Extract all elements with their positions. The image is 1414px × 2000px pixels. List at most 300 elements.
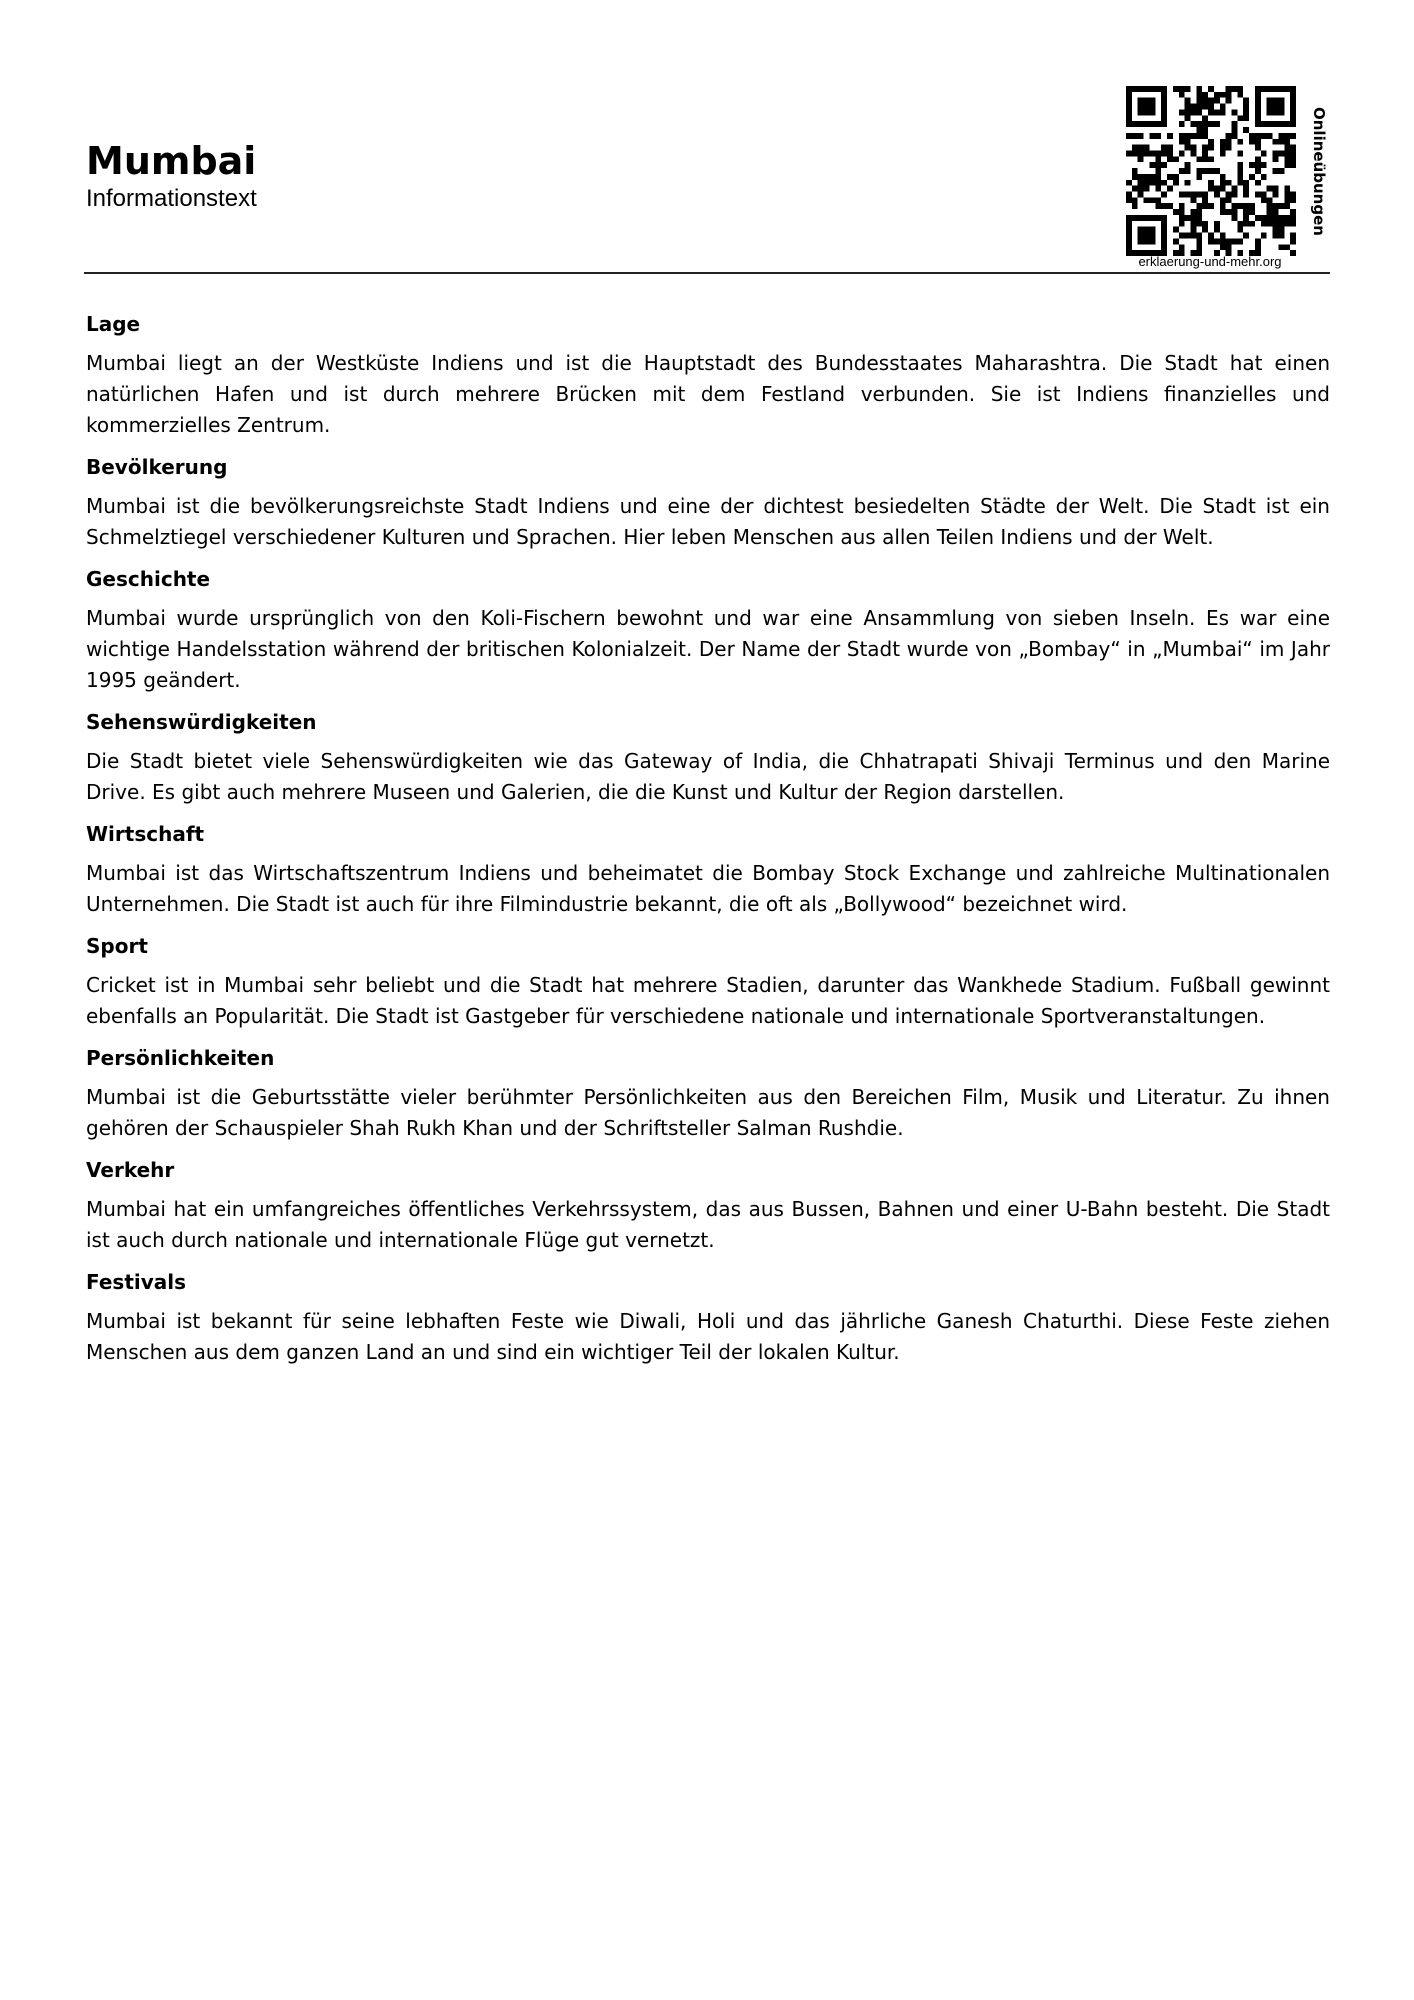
qr-module (1273, 168, 1279, 174)
qr-module (1196, 192, 1202, 198)
qr-module (1261, 133, 1267, 139)
document-body (86, 310, 1330, 1380)
qr-module (1126, 115, 1132, 121)
qr-module (1161, 121, 1167, 127)
qr-module (1138, 156, 1144, 162)
qr-module (1126, 215, 1132, 221)
qr-module (1138, 227, 1144, 233)
qr-module (1220, 197, 1226, 203)
qr-module (1278, 221, 1284, 227)
qr-module (1214, 98, 1220, 104)
section-heading: Wirtschaft (86, 822, 205, 846)
qr-module (1267, 98, 1273, 104)
qr-module (1226, 197, 1232, 203)
qr-module (1155, 215, 1161, 221)
qr-module (1290, 150, 1296, 156)
qr-module (1284, 215, 1290, 221)
qr-module (1226, 238, 1232, 244)
qr-module (1226, 244, 1232, 250)
qr-module (1220, 203, 1226, 209)
qr-module (1185, 115, 1191, 121)
qr-module (1138, 192, 1144, 198)
qr-module (1190, 209, 1196, 215)
qr-module (1284, 139, 1290, 145)
qr-module (1237, 221, 1243, 227)
qr-module (1232, 186, 1238, 192)
qr-module (1220, 174, 1226, 180)
qr-module (1284, 192, 1290, 198)
qr-module (1132, 121, 1138, 127)
qr-module (1132, 186, 1138, 192)
qr-module (1278, 150, 1284, 156)
qr-module (1273, 192, 1279, 198)
section-text: Mumbai hat ein umfangreiches öffentliches Verkehrssystem, das aus Bussen, Bahnen und einer U-Bahn besteht. Die Stadt ist auch durch nationale und internationale Flüge gut vernetzt. (86, 1197, 1330, 1252)
qr-module (1255, 145, 1261, 151)
qr-module (1126, 227, 1132, 233)
qr-module (1126, 192, 1132, 198)
qr-module (1126, 121, 1132, 127)
qr-module (1126, 233, 1132, 239)
qr-module (1185, 215, 1191, 221)
qr-module (1132, 86, 1138, 92)
qr-module (1132, 174, 1138, 180)
qr-module (1138, 180, 1144, 186)
qr-module (1179, 221, 1185, 227)
qr-module (1284, 133, 1290, 139)
qr-module (1196, 168, 1202, 174)
qr-module (1226, 86, 1232, 92)
qr-module (1284, 145, 1290, 151)
qr-module (1144, 98, 1150, 104)
qr-module (1126, 98, 1132, 104)
qr-module (1290, 86, 1296, 92)
section-heading: Sehenswürdigkeiten (86, 710, 317, 734)
qr-module (1161, 203, 1167, 209)
qr-module (1249, 174, 1255, 180)
qr-module (1190, 221, 1196, 227)
qr-module (1273, 209, 1279, 215)
qr-module (1161, 98, 1167, 104)
qr-module (1237, 168, 1243, 174)
qr-module (1273, 109, 1279, 115)
qr-module (1202, 127, 1208, 133)
qr-module (1161, 115, 1167, 121)
qr-module (1149, 180, 1155, 186)
qr-module (1273, 121, 1279, 127)
qr-module (1138, 86, 1144, 92)
section-sport (86, 932, 1330, 1032)
qr-module (1190, 121, 1196, 127)
qr-module (1179, 86, 1185, 92)
qr-module (1237, 162, 1243, 168)
qr-module (1161, 104, 1167, 110)
qr-module (1155, 186, 1161, 192)
qr-module (1149, 109, 1155, 115)
qr-module (1202, 98, 1208, 104)
qr-module (1155, 150, 1161, 156)
qr-module (1190, 145, 1196, 151)
qr-module (1237, 150, 1243, 156)
qr-module (1226, 139, 1232, 145)
qr-module (1179, 92, 1185, 98)
qr-module (1243, 127, 1249, 133)
qr-module (1226, 180, 1232, 186)
section-heading: Lage (86, 312, 141, 336)
qr-module (1278, 121, 1284, 127)
qr-module (1267, 209, 1273, 215)
qr-module (1278, 215, 1284, 221)
page-title: Mumbai (86, 139, 257, 183)
section-heading: Sport (86, 934, 148, 958)
qr-module (1179, 209, 1185, 215)
qr-module (1290, 115, 1296, 121)
qr-module (1126, 86, 1132, 92)
qr-module (1278, 104, 1284, 110)
qr-module (1243, 215, 1249, 221)
qr-module (1214, 168, 1220, 174)
qr-module (1179, 244, 1185, 250)
qr-module (1167, 174, 1173, 180)
qr-module (1208, 139, 1214, 145)
qr-module (1214, 192, 1220, 198)
qr-module (1161, 227, 1167, 233)
qr-module (1155, 180, 1161, 186)
qr-module (1196, 244, 1202, 250)
qr-module (1243, 209, 1249, 215)
qr-module (1273, 156, 1279, 162)
qr-module (1290, 197, 1296, 203)
qr-module (1126, 197, 1132, 203)
qr-module (1190, 192, 1196, 198)
qr-module (1255, 192, 1261, 198)
qr-module (1132, 215, 1138, 221)
qr-module (1232, 109, 1238, 115)
qr-module (1179, 168, 1185, 174)
qr-module (1208, 238, 1214, 244)
qr-module (1138, 233, 1144, 239)
qr-module (1220, 92, 1226, 98)
qr-module (1237, 238, 1243, 244)
qr-module (1220, 186, 1226, 192)
qr-block (1110, 82, 1330, 272)
qr-module (1278, 133, 1284, 139)
qr-module (1208, 109, 1214, 115)
qr-code-icon (1126, 86, 1296, 256)
qr-module (1155, 197, 1161, 203)
qr-module (1208, 186, 1214, 192)
qr-module (1243, 115, 1249, 121)
qr-module (1202, 121, 1208, 127)
qr-module (1126, 150, 1132, 156)
qr-module (1208, 233, 1214, 239)
qr-module (1290, 104, 1296, 110)
qr-module (1208, 156, 1214, 162)
qr-module (1179, 109, 1185, 115)
qr-module (1255, 115, 1261, 121)
section-text: Mumbai ist die Geburtsstätte vieler berühmter Persönlichkeiten aus den Bereichen Film, Musik und Literatur. Zu ihnen gehören der Schauspieler Shah Rukh Khan und der Schriftsteller Salman Rushdie. (86, 1085, 1330, 1140)
qr-module (1138, 121, 1144, 127)
qr-module (1173, 180, 1179, 186)
section-lage (86, 310, 1330, 441)
qr-module (1138, 145, 1144, 151)
qr-module (1179, 133, 1185, 139)
qr-module (1255, 121, 1261, 127)
qr-module (1161, 92, 1167, 98)
qr-module (1196, 104, 1202, 110)
qr-module (1132, 133, 1138, 139)
qr-module (1202, 227, 1208, 233)
qr-module (1255, 156, 1261, 162)
qr-module (1243, 104, 1249, 110)
qr-module (1126, 133, 1132, 139)
qr-module (1220, 233, 1226, 239)
qr-module (1144, 238, 1150, 244)
section-geschichte (86, 565, 1330, 696)
qr-module (1214, 109, 1220, 115)
qr-module (1161, 221, 1167, 227)
qr-module (1202, 156, 1208, 162)
qr-module (1261, 86, 1267, 92)
qr-module (1243, 203, 1249, 209)
qr-module (1284, 186, 1290, 192)
qr-module (1161, 109, 1167, 115)
qr-module (1267, 133, 1273, 139)
qr-module (1179, 192, 1185, 198)
qr-module (1144, 104, 1150, 110)
qr-module (1284, 162, 1290, 168)
qr-module (1161, 192, 1167, 198)
qr-module (1167, 133, 1173, 139)
qr-module (1126, 180, 1132, 186)
qr-module (1273, 215, 1279, 221)
qr-module (1138, 109, 1144, 115)
qr-module (1290, 145, 1296, 151)
qr-module (1144, 197, 1150, 203)
qr-module (1190, 150, 1196, 156)
qr-module (1185, 139, 1191, 145)
qr-module (1237, 203, 1243, 209)
qr-module (1255, 98, 1261, 104)
qr-module (1232, 209, 1238, 215)
qr-module (1290, 109, 1296, 115)
qr-module (1273, 203, 1279, 209)
qr-module (1161, 244, 1167, 250)
qr-module (1138, 174, 1144, 180)
qr-module (1155, 156, 1161, 162)
qr-module (1249, 209, 1255, 215)
qr-module (1155, 162, 1161, 168)
qr-module (1190, 227, 1196, 233)
qr-module (1243, 180, 1249, 186)
qr-module (1273, 98, 1279, 104)
qr-module (1173, 209, 1179, 215)
qr-module (1185, 98, 1191, 104)
qr-module (1208, 180, 1214, 186)
qr-module (1161, 145, 1167, 151)
qr-module (1190, 197, 1196, 203)
qr-module (1284, 156, 1290, 162)
qr-module (1144, 174, 1150, 180)
qr-module (1144, 215, 1150, 221)
qr-module (1132, 203, 1138, 209)
qr-module (1196, 86, 1202, 92)
qr-module (1126, 221, 1132, 227)
qr-module (1284, 86, 1290, 92)
qr-module (1161, 86, 1167, 92)
qr-module (1261, 197, 1267, 203)
qr-module (1267, 104, 1273, 110)
qr-module (1255, 244, 1261, 250)
qr-module (1278, 109, 1284, 115)
qr-module (1249, 203, 1255, 209)
page-subtitle: Informationstext (86, 185, 257, 212)
qr-module (1149, 162, 1155, 168)
qr-module (1278, 168, 1284, 174)
qr-module (1278, 139, 1284, 145)
qr-module (1149, 121, 1155, 127)
qr-module (1249, 221, 1255, 227)
qr-module (1161, 238, 1167, 244)
qr-module (1290, 156, 1296, 162)
qr-module (1202, 145, 1208, 151)
header-divider (84, 272, 1330, 274)
qr-module (1167, 150, 1173, 156)
qr-module (1214, 238, 1220, 244)
qr-module (1214, 186, 1220, 192)
qr-module (1226, 98, 1232, 104)
qr-module (1208, 104, 1214, 110)
section-text: Mumbai ist bekannt für seine lebhaften Feste wie Diwali, Holi und das jährliche Ganesh Chaturthi. Diese Feste ziehen Menschen aus dem ganzen Land an und sind ein wichtiger Teil der lokalen Kultur. (86, 1309, 1330, 1364)
section-heading: Verkehr (86, 1158, 175, 1182)
qr-module (1284, 197, 1290, 203)
section-text: Mumbai ist das Wirtschaftszentrum Indiens und beheimatet die Bombay Stock Exchange und zahlreiche Multinationalen Unternehmen. Die Stadt ist auch für ihre Filmindustrie bekannt, die oft als „Bollywood“ bezeichnet wird. (86, 861, 1330, 916)
qr-module (1185, 86, 1191, 92)
qr-module (1185, 145, 1191, 151)
qr-module (1144, 109, 1150, 115)
qr-module (1138, 150, 1144, 156)
section-heading: Bevölkerung (86, 455, 228, 479)
section-heading: Festivals (86, 1270, 187, 1294)
qr-module (1155, 86, 1161, 92)
qr-module (1196, 174, 1202, 180)
qr-module (1243, 186, 1249, 192)
qr-module (1237, 174, 1243, 180)
qr-module (1132, 150, 1138, 156)
qr-module (1155, 168, 1161, 174)
qr-module (1126, 92, 1132, 98)
qr-module (1155, 174, 1161, 180)
section-text: Mumbai liegt an der Westküste Indiens und ist die Hauptstadt des Bundesstaates Maharashtra. Die Stadt hat einen natürlichen Hafen und ist durch mehrere Brücken mit dem Festland verbunden. Sie ist Indiens finanzielles und kommerzielles Zentrum. (86, 351, 1330, 437)
qr-module (1237, 115, 1243, 121)
qr-module (1261, 215, 1267, 221)
section-heading: Geschichte (86, 567, 211, 591)
qr-module (1278, 98, 1284, 104)
qr-module (1220, 238, 1226, 244)
qr-module (1196, 121, 1202, 127)
qr-module (1261, 150, 1267, 156)
qr-module (1144, 186, 1150, 192)
qr-module (1278, 233, 1284, 239)
qr-module (1190, 109, 1196, 115)
qr-module (1284, 203, 1290, 209)
qr-module (1273, 221, 1279, 227)
section-persoenlichkeiten (86, 1044, 1330, 1144)
qr-module (1202, 104, 1208, 110)
qr-module (1144, 145, 1150, 151)
qr-module (1144, 227, 1150, 233)
qr-module (1278, 227, 1284, 233)
qr-module (1220, 109, 1226, 115)
qr-module (1243, 233, 1249, 239)
qr-module (1290, 133, 1296, 139)
qr-module (1185, 162, 1191, 168)
qr-module (1267, 86, 1273, 92)
qr-module (1196, 221, 1202, 227)
qr-module (1185, 233, 1191, 239)
qr-module (1149, 197, 1155, 203)
qr-module (1173, 156, 1179, 162)
qr-module (1261, 192, 1267, 198)
qr-module (1190, 133, 1196, 139)
qr-module (1261, 233, 1267, 239)
qr-module (1202, 115, 1208, 121)
qr-module (1278, 86, 1284, 92)
qr-module (1185, 109, 1191, 115)
qr-module (1237, 92, 1243, 98)
qr-module (1179, 233, 1185, 239)
qr-module (1132, 197, 1138, 203)
qr-module (1144, 150, 1150, 156)
qr-module (1185, 133, 1191, 139)
qr-module (1190, 233, 1196, 239)
qr-module (1179, 121, 1185, 127)
qr-module (1284, 244, 1290, 250)
qr-module (1196, 127, 1202, 133)
qr-module (1138, 238, 1144, 244)
qr-module (1273, 227, 1279, 233)
qr-module (1284, 150, 1290, 156)
qr-module (1202, 221, 1208, 227)
qr-module (1144, 233, 1150, 239)
section-wirtschaft (86, 820, 1330, 920)
qr-module (1190, 104, 1196, 110)
qr-module (1167, 203, 1173, 209)
qr-module (1185, 168, 1191, 174)
qr-module (1179, 203, 1185, 209)
qr-module (1249, 133, 1255, 139)
qr-module (1273, 150, 1279, 156)
qr-module (1126, 238, 1132, 244)
qr-module (1249, 139, 1255, 145)
qr-module (1273, 86, 1279, 92)
qr-module (1220, 180, 1226, 186)
qr-module (1161, 215, 1167, 221)
qr-module (1267, 221, 1273, 227)
qr-module (1161, 180, 1167, 186)
qr-module (1255, 109, 1261, 115)
qr-module (1267, 203, 1273, 209)
qr-module (1161, 150, 1167, 156)
qr-module (1220, 150, 1226, 156)
qr-module (1237, 180, 1243, 186)
qr-url[interactable]: erklaerung-und-mehr.org (1138, 254, 1282, 269)
qr-module (1173, 86, 1179, 92)
qr-module (1196, 215, 1202, 221)
qr-module (1232, 127, 1238, 133)
qr-module (1255, 238, 1261, 244)
qr-module (1261, 174, 1267, 180)
qr-module (1290, 92, 1296, 98)
